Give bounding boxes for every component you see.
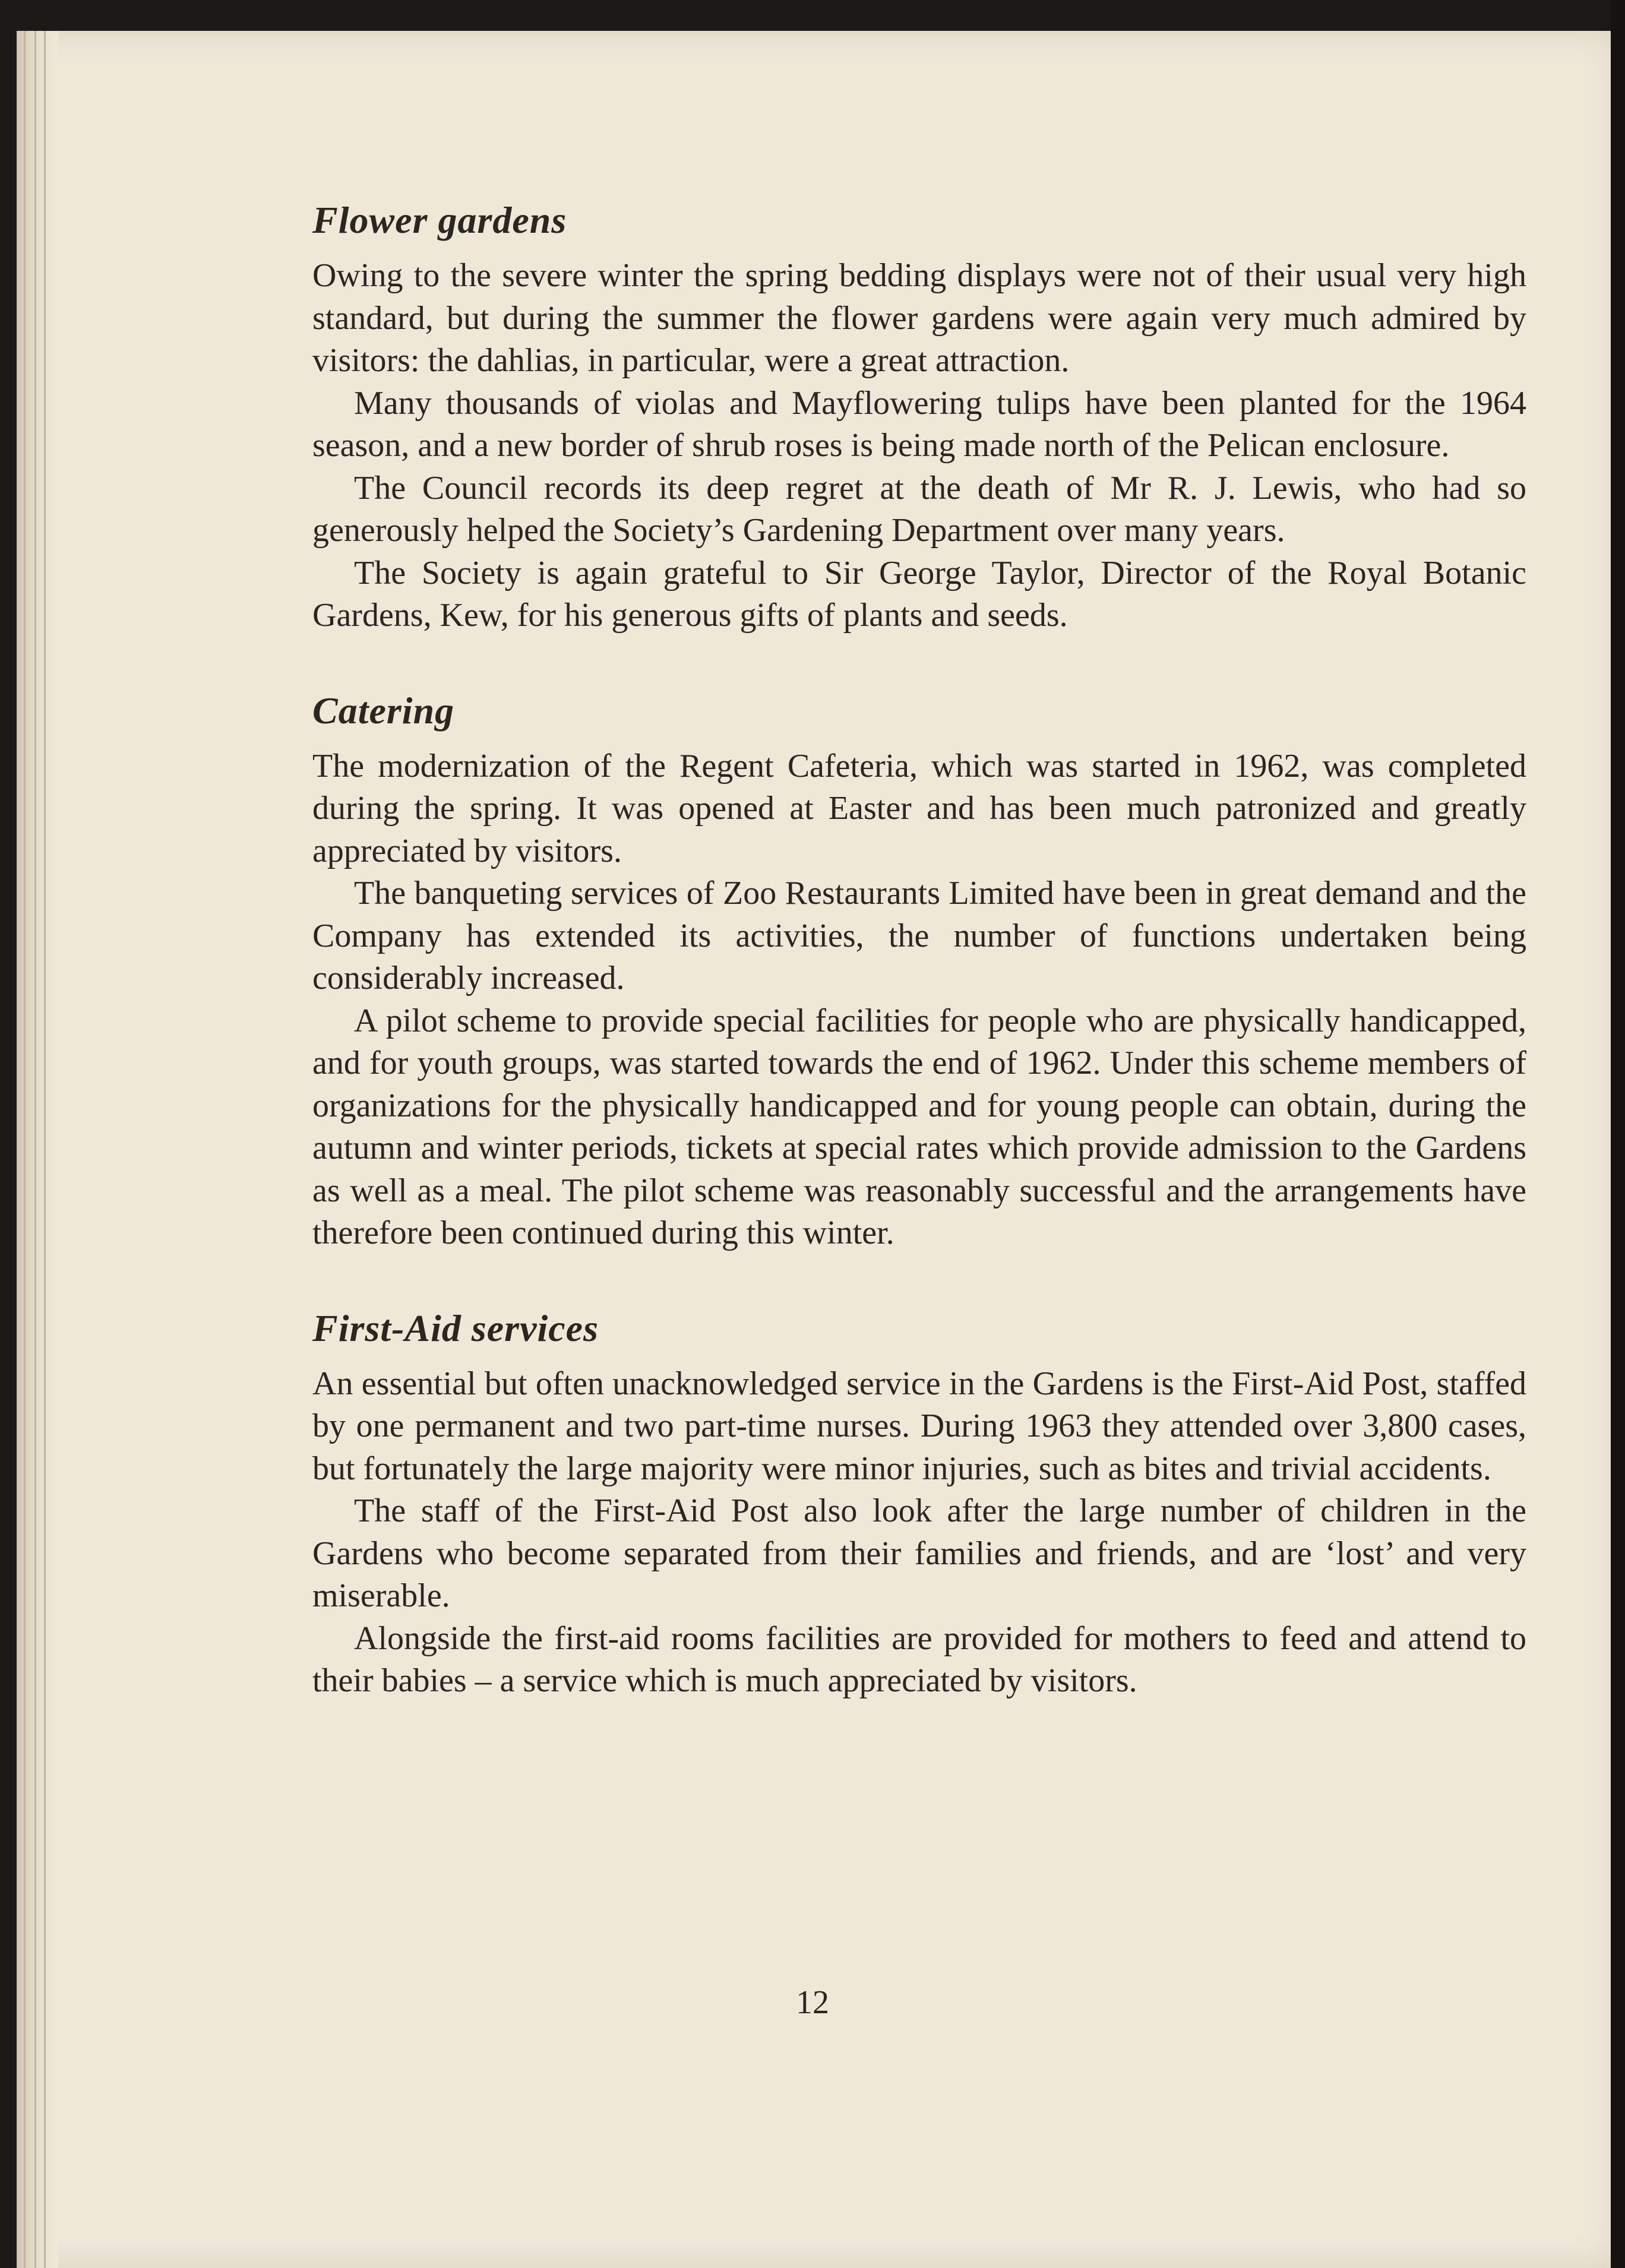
paragraph: Owing to the severe winter the spring bedding displays were not of their usual very high standard, but during the summer the flower gardens were again very much admired by visitors: the dahlias, in particular, were a great attraction. (312, 257, 1526, 379)
paragraph: The banqueting services of Zoo Restaurants Limited have been in great demand and the Company has extended its activities, the number of functions undertaken being considerably increased. (312, 875, 1526, 997)
page-edge-line (44, 31, 46, 2268)
section-heading: Flower gardens (312, 199, 567, 241)
paragraph: The staff of the First-Aid Post also look after the large number of children in the Gardens who become separated from their families and friends, and are ‘lost’ and very miserable. (312, 1492, 1526, 1614)
page-content (312, 199, 1526, 1755)
scan-right-edge (1611, 0, 1625, 2268)
paragraph: Alongside the first-aid rooms facilities are provided for mothers to feed and attend to their babies – a service which is much appreciated by visitors. (312, 1619, 1526, 1699)
paragraph: An essential but often unacknowledged service in the Gardens is the First-Aid Post, staffed by one permanent and two part-time nurses. During 1963 they attended over 3,800 cases, but fortunately the large majority were minor injuries, such as bites and trivial accidents. (312, 1365, 1526, 1487)
section-heading: Catering (312, 689, 455, 732)
paragraph: The Council records its deep regret at the death of Mr R. J. Lewis, who had so generously helped the Society’s Gardening Department over many years. (312, 469, 1526, 549)
paragraph: The modernization of the Regent Cafeteria, which was started in 1962, was completed during the spring. It was opened at Easter and has been much patronized and greatly appreciated by visitors. (312, 747, 1526, 869)
section-first-aid-services (312, 1307, 1526, 1703)
section-catering (312, 689, 1526, 1255)
section-flower-gardens (312, 199, 1526, 637)
paragraph: A pilot scheme to provide special facilities for people who are physically handicapped, and for youth groups, was started towards the end of 1962. Under this scheme members of organizations for the physically handicapped and for young people can obtain, during the autumn and winter periods, tickets at special rates which provide admission to the Gardens as well as a meal. The pilot scheme was reasonably successful and the arrangements have therefore been continued during this winter. (312, 1002, 1526, 1251)
paragraph: The Society is again grateful to Sir George Taylor, Director of the Royal Botanic Gardens, Kew, for his generous gifts of plants and seeds. (312, 554, 1526, 634)
paragraph: Many thousands of violas and Mayflowering tulips have been planted for the 1964 season, and a new border of shrub roses is being made north of the Pelican enclosure. (312, 384, 1526, 464)
page-edge-line (34, 31, 36, 2268)
page-number: 12 (796, 1984, 829, 2021)
page-edge-line (24, 31, 26, 2268)
section-heading: First-Aid services (312, 1307, 599, 1349)
page-binding-edge (17, 31, 58, 2268)
